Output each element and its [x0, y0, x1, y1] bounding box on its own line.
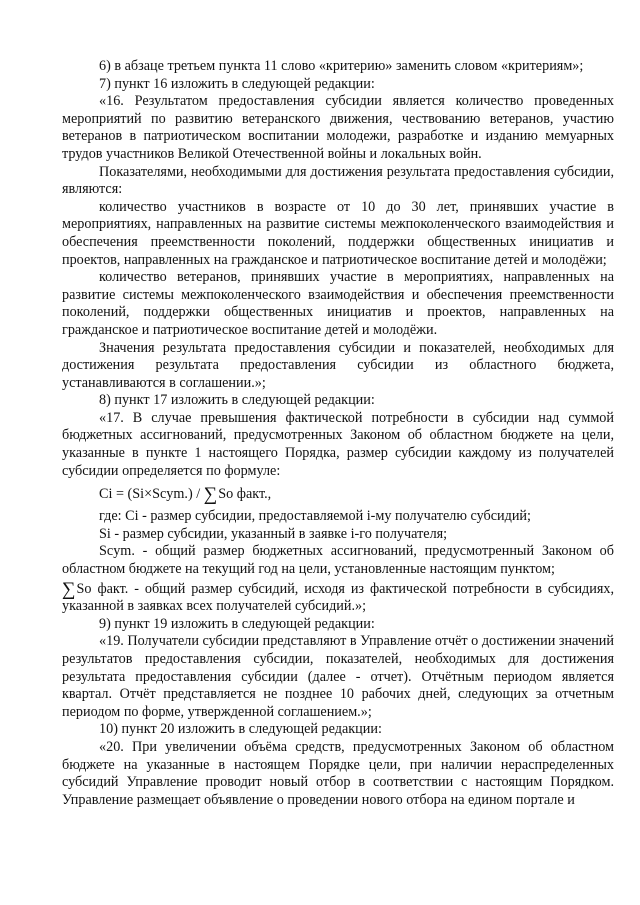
amendment-10: 10) пункт 20 изложить в следующей редакции:: [99, 721, 382, 738]
definition-ci: где: Ci - размер субсидии, предоставляемой i-му получателю субсидий;: [99, 508, 531, 525]
subsidy-formula: [99, 484, 614, 504]
clause-16-indicators: Показателями, необходимыми для достижения результата предоставления субсидии, являются:: [62, 163, 614, 198]
document-page: [62, 58, 614, 809]
formula-lhs: Ci = (Si: [99, 486, 145, 503]
amendment-7: 7) пункт 16 изложить в следующей редакции:: [99, 75, 375, 92]
formula-mid: Scym.) /: [152, 486, 201, 503]
amendment-9: 9) пункт 19 изложить в следующей редакции:: [99, 615, 375, 632]
sum-term: So факт.: [76, 580, 129, 597]
clause-16-indicator-youth: количество участников в возрасте от 10 до 30 лет, принявших участие в мероприятиях, направленных на развитие системы межпоколенческого взаимодействия и обеспечения преемственности поколений, поддержки общественных инициатив и проектов, направленных на гражданское и патриотическое воспитание детей и молодёжи;: [62, 198, 614, 268]
formula-times: ×: [144, 486, 153, 503]
clause-17: «17. В случае превышения фактической потребности в субсидии над суммой бюджетных ассигнований, предусмотренных Законом об областном бюджете на цели, указанные в пункте 1 настоящего Порядка, размер субсидии каждому из получателей субсидии определяется по формуле:: [62, 409, 614, 479]
formula-rhs: So факт.,: [218, 486, 272, 503]
sum-symbol: ∑: [62, 578, 76, 600]
clause-16-values: Значения результата предоставления субсидии и показателей, необходимых для достижения результата предоставления субсидии из областного бюджета, устанавливаются в соглашении.»;: [62, 339, 614, 391]
definition-scym: Scym. - общий размер бюджетных ассигнований, предусмотренный Законом об областном бюджете на текущий год на цели, установленные настоящим пунктом;: [62, 543, 614, 578]
formula-sum-symbol: ∑: [203, 484, 218, 506]
sum-definition-text: - общий размер субсидий, исходя из фактической потребности в субсидиях, указанной в заявках всех получателей субсидий.»;: [62, 580, 615, 615]
amendment-6: 6) в абзаце третьем пункта 11 слово «критерию» заменить словом «критериям»;: [99, 58, 584, 74]
definition-si: Si - размер субсидии, указанный в заявке i-го получателя;: [99, 525, 448, 542]
clause-20: «20. При увеличении объёма средств, предусмотренных Законом об областном бюджете на указанные в настоящем Порядке цели, при наличии нераспределенных субсидий Управление проводит новый отбор в соответствии с настоящим Порядком. Управление размещает объявление о проведении нового отбора на едином портале и: [62, 738, 614, 808]
amendment-8: 8) пункт 17 изложить в следующей редакции:: [99, 392, 375, 409]
clause-19: «19. Получатели субсидии представляют в Управление отчёт о достижении значений результатов предоставления субсидии, показателей, необходимых для достижения результата предоставления субсидии (далее - отчет). Отчётным периодом является квартал. Отчёт представляется не позднее 10 рабочих дней, следующих за отчетным периодом по форме, утвержденной соглашением.»;: [62, 633, 614, 720]
clause-16: «16. Результатом предоставления субсидии является количество проведенных мероприятий по развитию ветеранского движения, чествованию ветеранов, участию ветеранов в патриотическом воспитании молодежи, разработке и изданию мемуарных трудов участников Великой Отечественной войны и локальных войн.: [62, 93, 614, 162]
clause-16-indicator-veterans: количество ветеранов, принявших участие в мероприятиях, направленных на развитие системы межпоколенческого взаимодействия и обеспечения преемственности поколений, поддержки общественных инициатив и проектов, направленных на гражданское и патриотическое воспитание детей и молодёжи.: [62, 269, 614, 338]
definition-so-fact: [62, 578, 615, 616]
